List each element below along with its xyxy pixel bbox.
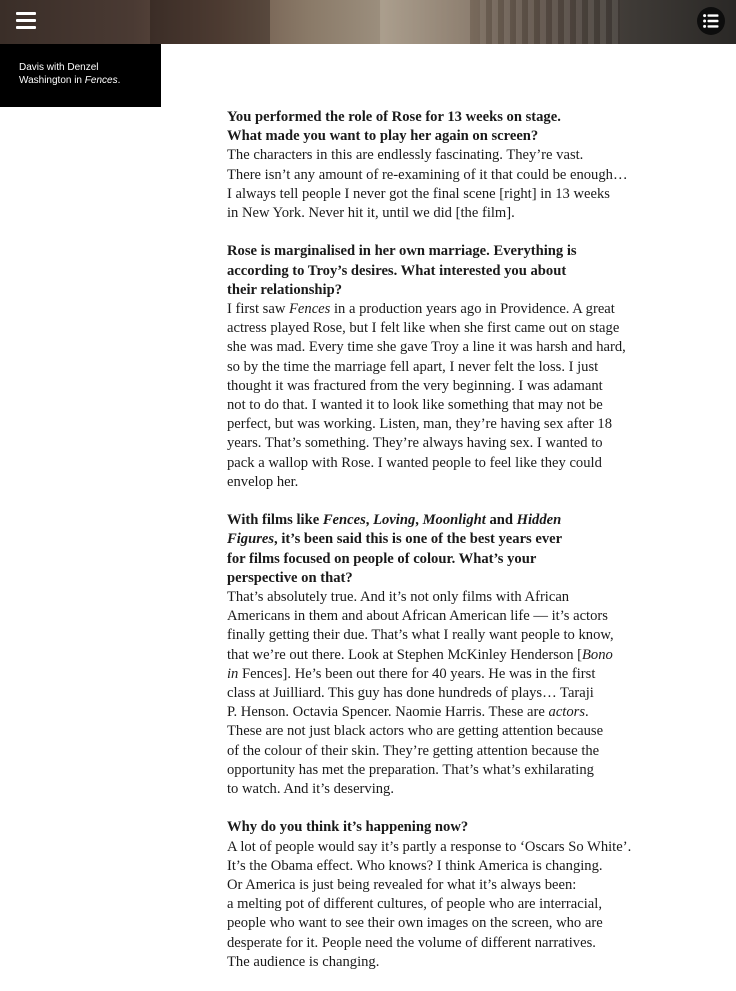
question-line <box>227 530 672 549</box>
answer-line: of the colour of their skin. They’re getting attention because the <box>227 742 600 759</box>
qa-block <box>227 242 672 492</box>
question <box>227 242 672 300</box>
film-title: Loving <box>373 512 416 529</box>
question-text: , <box>365 512 374 529</box>
role-name: Bono <box>582 646 613 663</box>
question <box>227 511 672 588</box>
question-line: according to Troy’s desires. What interested you about <box>227 262 567 279</box>
question <box>227 108 672 146</box>
answer-line: The audience is changing. <box>227 953 380 970</box>
answer-line: a melting pot of different cultures, of people who are interracial, <box>227 896 602 913</box>
answer-line: thought it was fractured from the very beginning. I was adamant <box>227 377 603 394</box>
hero-image-shade <box>480 0 620 44</box>
question-line: for films focused on people of colour. What’s your <box>227 550 537 567</box>
caption-line: Davis with Denzel <box>19 62 99 73</box>
question-line: What made you want to play her again on screen? <box>227 128 539 145</box>
caption-line <box>19 74 147 87</box>
answer-line: class at Juilliard. This guy has done hundreds of plays… Taraji <box>227 685 594 702</box>
answer-line: Americans in them and about African American life — it’s actors <box>227 608 608 625</box>
answer-line: to watch. And it’s deserving. <box>227 781 394 798</box>
answer-text: Fences]. He’s been out there for 40 years. He was in the first <box>238 665 596 682</box>
image-caption <box>0 44 161 107</box>
answer <box>227 300 672 492</box>
answer-line: actress played Rose, but I felt like when she first came out on stage <box>227 320 620 337</box>
answer-line: she was mad. Every time she gave Troy a line it was harsh and hard, <box>227 339 626 356</box>
answer-line: There isn’t any amount of re-examining of it that could be enough… <box>227 166 628 183</box>
role-name: in <box>227 665 239 682</box>
hero-image-shade <box>150 0 270 44</box>
answer-line: I always tell people I never got the final scene [right] in 13 weeks <box>227 185 610 202</box>
answer-line: finally getting their due. That’s what I really want people to know, <box>227 627 614 644</box>
question-line: Why do you think it’s happening now? <box>227 819 469 836</box>
question-line: You performed the role of Rose for 13 weeks on stage. <box>227 109 561 125</box>
answer-text: in a production years ago in Providence. A great <box>330 301 615 318</box>
qa-block <box>227 818 672 972</box>
question <box>227 818 672 837</box>
question-line: their relationship? <box>227 281 343 298</box>
answer-line <box>227 703 672 722</box>
answer-line: Or America is just being revealed for what it’s always been: <box>227 877 577 894</box>
caption-film-title: Fences <box>84 75 118 86</box>
caption-text: . <box>117 75 121 86</box>
hero-image <box>0 0 736 44</box>
list-contents-icon[interactable] <box>697 7 725 35</box>
answer-line: desperate for it. People need the volume of different narratives. <box>227 934 596 951</box>
answer-text: . <box>585 704 589 721</box>
question-line <box>227 511 672 530</box>
answer-line: years. That’s something. They’re always having sex. I wanted to <box>227 435 603 452</box>
answer-line: not to do that. I wanted it to look like something that may not be <box>227 397 603 414</box>
answer-line: A lot of people would say it’s partly a response to ‘Oscars So White’. <box>227 838 632 855</box>
qa-block <box>227 511 672 799</box>
answer <box>227 588 672 799</box>
answer-line: people who want to see their own images on the screen, who are <box>227 915 603 932</box>
answer-line: These are not just black actors who are getting attention because <box>227 723 604 740</box>
qa-block <box>227 108 672 223</box>
interview-article <box>227 108 672 991</box>
answer-line: so by the time the marriage fell apart, I never felt the loss. I just <box>227 358 599 375</box>
answer-line <box>227 665 672 684</box>
film-title: Fences <box>322 512 366 529</box>
answer <box>227 838 672 972</box>
answer-line: The characters in this are endlessly fascinating. They’re vast. <box>227 147 584 164</box>
film-title: Figures <box>227 531 275 548</box>
list-icon-glyph <box>703 14 719 28</box>
question-text: and <box>485 512 517 529</box>
film-title: Fences <box>289 301 331 318</box>
question-text: , <box>415 512 423 529</box>
answer-line <box>227 646 672 665</box>
caption-text: Washington in <box>19 75 85 86</box>
answer-text: P. Henson. Octavia Spencer. Naomie Harris. These are <box>227 704 549 721</box>
question-line: perspective on that? <box>227 569 353 586</box>
emphasis: actors <box>548 704 585 721</box>
film-title: Hidden <box>516 512 562 529</box>
question-text: , it’s been said this is one of the best years ever <box>274 531 563 548</box>
answer-line: opportunity has met the preparation. That’s what’s exhilarating <box>227 761 594 778</box>
answer <box>227 146 672 223</box>
question-text: With films like <box>227 512 323 529</box>
hero-image-shade <box>380 0 470 44</box>
answer-line: in New York. Never hit it, until we did [the film]. <box>227 205 515 222</box>
answer-line: perfect, but was working. Listen, man, they’re having sex after 18 <box>227 416 612 433</box>
answer-line <box>227 300 672 319</box>
answer-line: That’s absolutely true. And it’s not only films with African <box>227 589 570 606</box>
answer-text: I first saw <box>227 301 290 318</box>
answer-line: envelop her. <box>227 473 299 490</box>
film-title: Moonlight <box>422 512 486 529</box>
answer-text: that we’re out there. Look at Stephen McKinley Henderson [ <box>227 646 583 663</box>
answer-line: pack a wallop with Rose. I wanted people to feel like they could <box>227 454 602 471</box>
answer-line: It’s the Obama effect. Who knows? I think America is changing. <box>227 857 603 874</box>
hamburger-menu-icon[interactable] <box>16 12 36 30</box>
question-line: Rose is marginalised in her own marriage. Everything is <box>227 243 577 260</box>
